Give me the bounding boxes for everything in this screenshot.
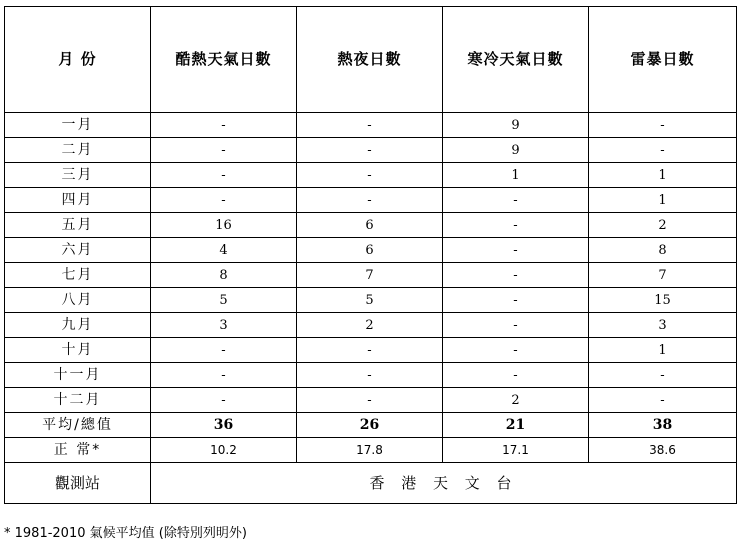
total-cold-days: 21: [443, 413, 589, 438]
thunderstorm-days-cell: 7: [589, 263, 737, 288]
footnote: * 1981-2010 氣候平均值 (除特別列明外): [4, 526, 247, 541]
hot-days-cell: -: [151, 113, 297, 138]
normal-label: 正 常*: [5, 438, 151, 463]
cold-days-cell: -: [443, 363, 589, 388]
table-row: [5, 213, 737, 238]
header-hot-nights: 熱夜日數: [297, 7, 443, 113]
hot-days-cell: -: [151, 388, 297, 413]
table-row: [5, 388, 737, 413]
header-month: 月 份: [5, 7, 151, 113]
header-hot-days: 酷熱天氣日數: [151, 7, 297, 113]
thunderstorm-days-cell: 2: [589, 213, 737, 238]
table-row: [5, 338, 737, 363]
month-cell: 十一月: [5, 363, 151, 388]
cold-days-cell: -: [443, 338, 589, 363]
cold-days-cell: 9: [443, 113, 589, 138]
month-cell: 六月: [5, 238, 151, 263]
table-row: [5, 238, 737, 263]
normal-cold-days: 17.1: [443, 438, 589, 463]
header-cold-days: 寒冷天氣日數: [443, 7, 589, 113]
normal-row: [5, 438, 737, 463]
station-name: 香 港 天 文 台: [151, 463, 737, 504]
hot-nights-cell: 2: [297, 313, 443, 338]
normal-thunderstorm-days: 38.6: [589, 438, 737, 463]
thunderstorm-days-cell: -: [589, 113, 737, 138]
table-row: [5, 313, 737, 338]
month-cell: 八月: [5, 288, 151, 313]
month-cell: 十二月: [5, 388, 151, 413]
hot-nights-cell: 6: [297, 238, 443, 263]
month-cell: 三月: [5, 163, 151, 188]
cold-days-cell: -: [443, 313, 589, 338]
normal-hot-days: 10.2: [151, 438, 297, 463]
cold-days-cell: -: [443, 213, 589, 238]
month-cell: 七月: [5, 263, 151, 288]
cold-days-cell: -: [443, 188, 589, 213]
normal-hot-nights: 17.8: [297, 438, 443, 463]
thunderstorm-days-cell: 1: [589, 338, 737, 363]
hot-nights-cell: -: [297, 163, 443, 188]
table-row: [5, 188, 737, 213]
total-thunderstorm-days: 38: [589, 413, 737, 438]
total-label: 平均/總值: [5, 413, 151, 438]
thunderstorm-days-cell: 1: [589, 163, 737, 188]
hot-nights-cell: -: [297, 113, 443, 138]
hot-nights-cell: 6: [297, 213, 443, 238]
cold-days-cell: -: [443, 263, 589, 288]
climate-table: [4, 6, 737, 504]
station-label: 觀測站: [5, 463, 151, 504]
hot-nights-cell: -: [297, 138, 443, 163]
hot-days-cell: -: [151, 188, 297, 213]
month-cell: 十月: [5, 338, 151, 363]
header-row: [5, 7, 737, 113]
hot-days-cell: -: [151, 363, 297, 388]
hot-nights-cell: -: [297, 188, 443, 213]
month-cell: 一月: [5, 113, 151, 138]
table-row: [5, 113, 737, 138]
month-cell: 四月: [5, 188, 151, 213]
month-cell: 二月: [5, 138, 151, 163]
cold-days-cell: -: [443, 288, 589, 313]
thunderstorm-days-cell: -: [589, 363, 737, 388]
hot-days-cell: 16: [151, 213, 297, 238]
hot-days-cell: -: [151, 163, 297, 188]
table-row: [5, 263, 737, 288]
hot-nights-cell: -: [297, 363, 443, 388]
station-row: [5, 463, 737, 504]
total-row: [5, 413, 737, 438]
thunderstorm-days-cell: 3: [589, 313, 737, 338]
table-row: [5, 288, 737, 313]
hot-nights-cell: 5: [297, 288, 443, 313]
cold-days-cell: -: [443, 238, 589, 263]
hot-days-cell: 3: [151, 313, 297, 338]
cold-days-cell: 2: [443, 388, 589, 413]
total-hot-nights: 26: [297, 413, 443, 438]
table-row: [5, 363, 737, 388]
thunderstorm-days-cell: -: [589, 388, 737, 413]
total-hot-days: 36: [151, 413, 297, 438]
table-row: [5, 138, 737, 163]
month-cell: 五月: [5, 213, 151, 238]
thunderstorm-days-cell: -: [589, 138, 737, 163]
table-row: [5, 163, 737, 188]
hot-days-cell: -: [151, 138, 297, 163]
hot-nights-cell: 7: [297, 263, 443, 288]
hot-days-cell: 8: [151, 263, 297, 288]
cold-days-cell: 1: [443, 163, 589, 188]
thunderstorm-days-cell: 15: [589, 288, 737, 313]
header-thunderstorm-days: 雷暴日數: [589, 7, 737, 113]
thunderstorm-days-cell: 1: [589, 188, 737, 213]
month-cell: 九月: [5, 313, 151, 338]
cold-days-cell: 9: [443, 138, 589, 163]
hot-days-cell: 4: [151, 238, 297, 263]
hot-days-cell: -: [151, 338, 297, 363]
hot-days-cell: 5: [151, 288, 297, 313]
hot-nights-cell: -: [297, 388, 443, 413]
hot-nights-cell: -: [297, 338, 443, 363]
thunderstorm-days-cell: 8: [589, 238, 737, 263]
